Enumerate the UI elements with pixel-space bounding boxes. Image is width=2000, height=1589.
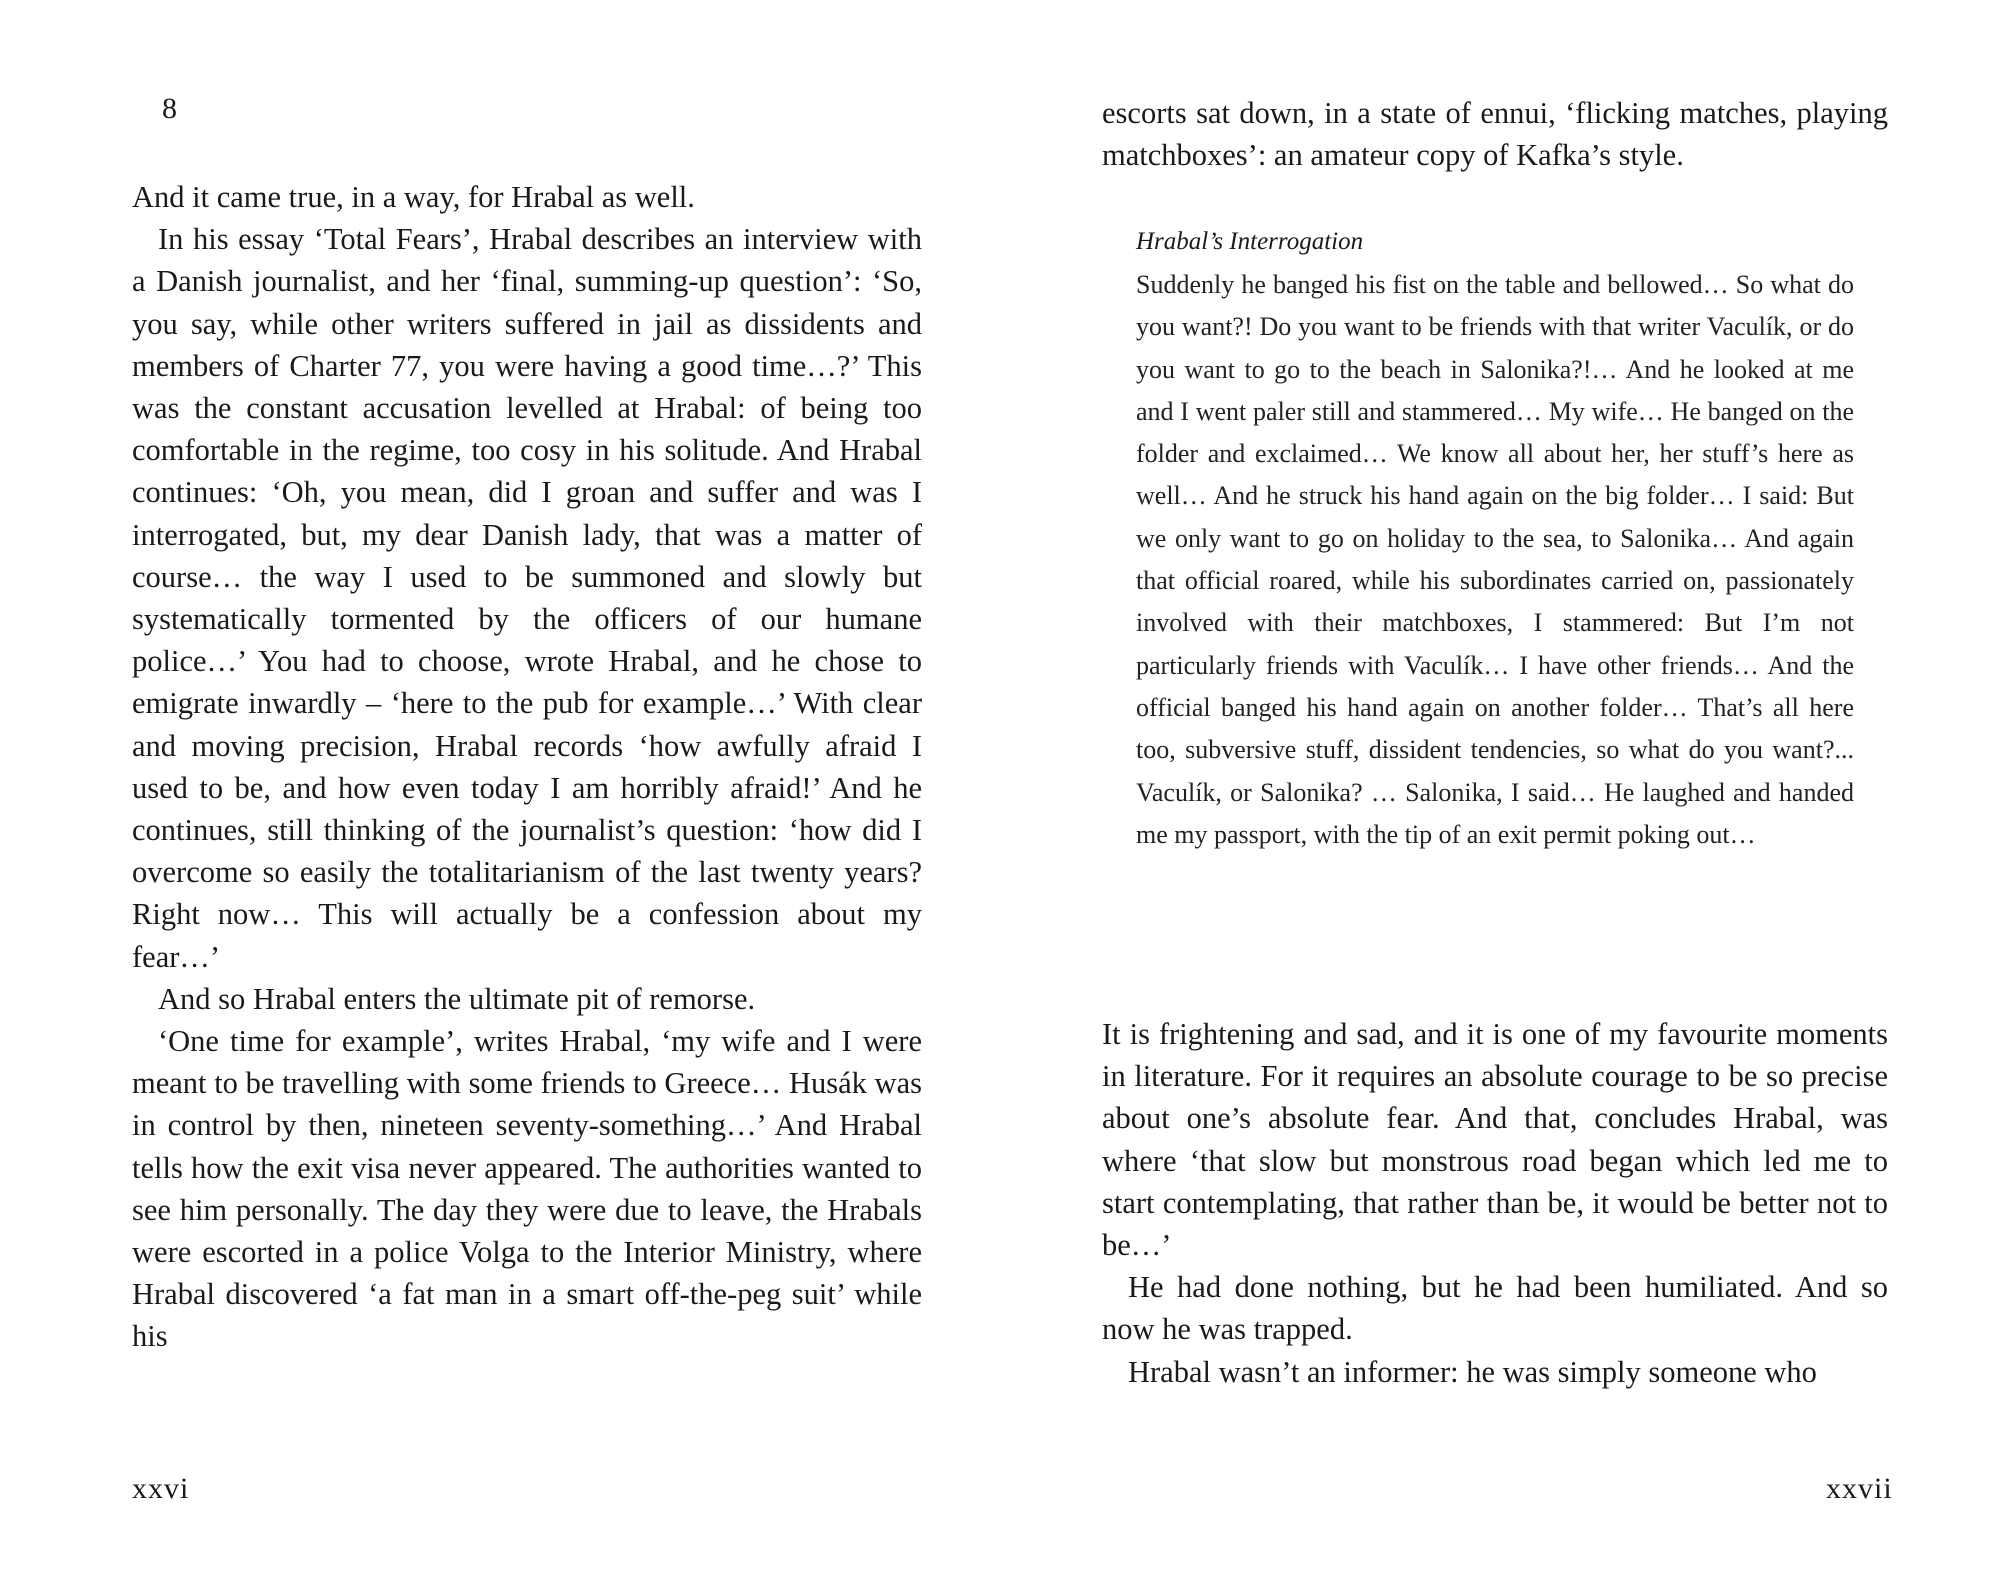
left-folio: xxvi	[132, 1472, 190, 1505]
right-folio: xxvii	[1826, 1472, 1893, 1505]
right-opening-text	[1102, 92, 1888, 176]
corner-page-number: 8	[162, 92, 177, 125]
right-paragraph-3: Hrabal wasn’t an informer: he was simply someone who	[1128, 1354, 1817, 1389]
right-page-text	[1102, 1013, 1888, 1393]
right-paragraph-2: He had done nothing, but he had been humiliated. And so now he was trapped.	[1102, 1270, 1888, 1347]
right-opening-paragraph: escorts sat down, in a state of ennui, ‘flicking matches, playing matchboxes’: an amateur copy of Kafka’s style.	[1102, 96, 1888, 173]
right-paragraph-1: It is frightening and sad, and it is one of my favourite moments in literature. For it requires an absolute courage to be so precise about one’s absolute fear. And that, concludes Hrabal, was where ‘that slow but monstrous road began which led me to start contemplating, that rather than be, it would be better not to be…’	[1102, 1017, 1888, 1263]
left-paragraph-1: And it came true, in a way, for Hrabal as well.	[132, 180, 695, 214]
extract-heading: Hrabal’s Interrogation	[1136, 228, 1364, 255]
interrogation-extract	[1136, 224, 1854, 856]
left-paragraph-3: And so Hrabal enters the ultimate pit of remorse.	[158, 981, 756, 1016]
extract-text: Suddenly he banged his fist on the table and bellowed… So what do you want?! Do you want to be friends with that writer Vaculík, or do you want to go to the beach in Salonika?!… And he looked at me and I went paler still and stammered… My wife… He banged on the folder and exclaimed… We know all about her, her stuff’s here as well… And he struck his hand again on the big folder… I said: But we only want to go on holiday to the sea, to Salonika… And again that official roared, while his subordinates carried on, passionately involved with their matchboxes, I stammered: But I’m not particularly friends with Vaculík… I have other friends… And the official banged his hand again on another folder… That’s all here too, subversive stuff, dissident tendencies, so what do you want?... Vaculík, or Salonika? … Salonika, I said… He laughed and handed me my passport, with the tip of an exit permit poking out…	[1136, 270, 1854, 849]
left-paragraph-2: In his essay ‘Total Fears’, Hrabal describes an interview with a Danish journalist, and her ‘final, summing-up question’: ‘So, you say, while other writers suffered in jail as dissidents and members of Charter 77, you were having a good time…?’ This was the constant accusation levelled at Hrabal: of being too comfortable in the regime, too cosy in his solitude. And Hrabal continues: ‘Oh, you mean, did I groan and suffer and was I interrogated, but, my dear Danish lady, that was a matter of course… the way I used to be summoned and slowly but systematically tormented by the officers of our humane police…’ You had to choose, wrote Hrabal, and he chose to emigrate inwardly – ‘here to the pub for example…’ With clear and moving precision, Hrabal records ‘how awfully afraid I used to be, and how even today I am horribly afraid!’ And he continues, still thinking of the journalist’s question: ‘how did I overcome so easily the totalitarianism of the last twenty years? Right now… This will actually be a confession about my fear…’	[132, 222, 922, 974]
left-page-text	[132, 176, 922, 1358]
left-paragraph-4: ‘One time for example’, writes Hrabal, ‘my wife and I were meant to be travelling with some friends to Greece… Husák was in control by then, nineteen seventy-something…’ And Hrabal tells how the exit visa never appeared. The authorities wanted to see him personally. The day they were due to leave, the Hrabals were escorted in a police Volga to the Interior Ministry, where Hrabal discovered ‘a fat man in a smart off-the-peg suit’ while his	[132, 1024, 922, 1354]
